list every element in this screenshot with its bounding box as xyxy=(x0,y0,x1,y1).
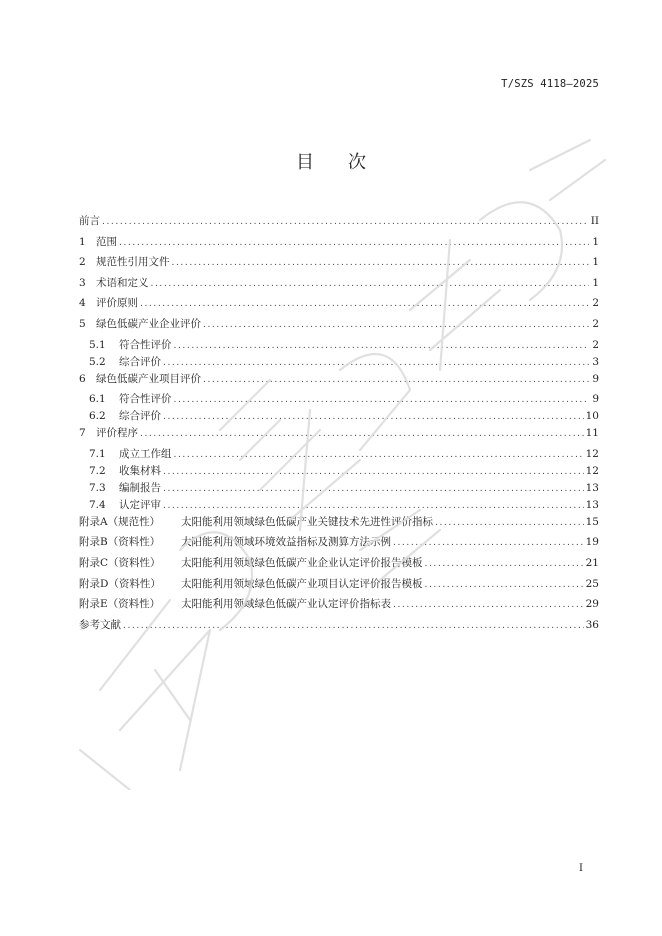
toc-entry-page: 3 xyxy=(592,355,599,368)
toc-dot-leader xyxy=(163,501,584,511)
toc-title-left: 目 xyxy=(296,152,314,173)
toc-entry-page: 25 xyxy=(585,577,599,590)
toc-entry-number: 2 xyxy=(79,256,86,269)
toc-entry[interactable] xyxy=(79,555,599,576)
table-of-contents xyxy=(79,213,599,637)
toc-entry[interactable] xyxy=(79,463,599,480)
toc-entry-page: II xyxy=(590,215,599,227)
toc-entry[interactable] xyxy=(79,213,599,234)
toc-entry[interactable] xyxy=(79,391,599,408)
toc-dot-leader xyxy=(163,484,584,494)
toc-dot-leader xyxy=(119,238,589,248)
toc-entry-number: 6.1 xyxy=(89,393,106,406)
toc-entry-label: 太阳能利用领域环境效益指标及测算方法示例 xyxy=(181,536,391,549)
toc-entry[interactable] xyxy=(79,354,599,371)
toc-dot-leader xyxy=(140,429,584,439)
toc-dot-leader xyxy=(163,412,584,422)
toc-entry-page: 2 xyxy=(592,317,599,330)
toc-entry-label: 评价原则 xyxy=(96,297,138,310)
toc-entry-label: 成立工作组 xyxy=(119,447,172,460)
toc-entry-page: 2 xyxy=(592,297,599,310)
toc-dot-leader xyxy=(163,358,589,368)
toc-dot-leader xyxy=(151,279,590,289)
toc-entry-label: 综合评价 xyxy=(119,355,161,368)
toc-dot-leader xyxy=(174,395,590,405)
toc-entry[interactable] xyxy=(79,371,599,392)
toc-entry-page: 12 xyxy=(585,464,599,477)
toc-entry-page: 9 xyxy=(592,393,599,406)
toc-entry-label: 太阳能利用领域绿色低碳产业认定评价指标表 xyxy=(181,598,391,611)
toc-entry-number: 1 xyxy=(79,235,86,248)
toc-entry-label: 认定评审 xyxy=(119,498,161,511)
toc-entry[interactable] xyxy=(79,337,599,354)
toc-dot-leader xyxy=(174,450,584,460)
toc-entry-label: 太阳能利用领域绿色低碳产业项目认定评价报告模板 xyxy=(181,577,423,590)
toc-entry-annex: 附录A（规范性） xyxy=(79,515,161,528)
toc-entry-page: 36 xyxy=(585,618,599,631)
toc-entry-label: 太阳能利用领域绿色低碳产业关键技术先进性评价指标 xyxy=(181,515,433,528)
toc-entry-page: 2 xyxy=(592,338,599,351)
toc-entry-number: 7.1 xyxy=(89,447,106,460)
toc-entry-label: 参考文献 xyxy=(79,618,121,631)
toc-entry-number: 5.1 xyxy=(89,338,106,351)
toc-entry-annex: 附录C（资料性） xyxy=(79,556,161,569)
toc-entry-label: 符合性评价 xyxy=(119,393,172,406)
toc-dot-leader xyxy=(203,320,589,330)
toc-dot-leader xyxy=(425,559,584,569)
toc-dot-leader xyxy=(140,299,589,309)
toc-dot-leader xyxy=(203,375,589,385)
toc-entry[interactable] xyxy=(79,275,599,296)
toc-entry-number: 7.3 xyxy=(89,481,106,494)
toc-entry-number: 5 xyxy=(79,317,86,330)
toc-entry-page: 1 xyxy=(592,276,599,289)
toc-dot-leader xyxy=(102,217,589,227)
toc-entry-page: 9 xyxy=(592,372,599,385)
toc-entry-number: 7.2 xyxy=(89,464,106,477)
toc-entry[interactable] xyxy=(79,534,599,555)
toc-entry-page: 21 xyxy=(585,556,599,569)
toc-entry-number: 7.4 xyxy=(89,498,106,511)
toc-entry[interactable] xyxy=(79,408,599,425)
standard-code: T/SZS 4118—2025 xyxy=(501,78,599,90)
toc-entry-page: 1 xyxy=(592,256,599,269)
toc-entry-page: 15 xyxy=(585,515,599,528)
toc-entry-annex: 附录B（资料性） xyxy=(79,536,161,549)
toc-entry[interactable] xyxy=(79,425,599,446)
toc-entry-label: 太阳能利用领域绿色低碳产业企业认定评价报告模板 xyxy=(181,556,423,569)
toc-title-right: 次 xyxy=(348,152,366,173)
toc-entry[interactable] xyxy=(79,497,599,514)
toc-entry-number: 4 xyxy=(79,297,86,310)
toc-entry-page: 19 xyxy=(585,536,599,549)
toc-entry-label: 范围 xyxy=(96,235,117,248)
toc-entry-number: 5.2 xyxy=(89,355,106,368)
toc-entry-label: 收集材料 xyxy=(119,464,161,477)
toc-entry-page: 13 xyxy=(585,498,599,511)
toc-entry[interactable] xyxy=(79,514,599,535)
toc-entry-page: 29 xyxy=(585,598,599,611)
toc-entry[interactable] xyxy=(79,596,599,617)
toc-entry-number: 6 xyxy=(79,372,86,385)
toc-entry-page: 1 xyxy=(592,235,599,248)
toc-entry-label: 绿色低碳产业项目评价 xyxy=(96,372,201,385)
toc-entry[interactable] xyxy=(79,576,599,597)
toc-dot-leader xyxy=(393,600,584,610)
toc-dot-leader xyxy=(393,538,584,548)
page-number: I xyxy=(579,863,583,874)
toc-entry[interactable] xyxy=(79,295,599,316)
toc-entry[interactable] xyxy=(79,234,599,255)
toc-dot-leader xyxy=(163,467,584,477)
toc-entry-label: 前言 xyxy=(79,215,100,227)
toc-dot-leader xyxy=(435,518,584,528)
toc-entry-label: 绿色低碳产业企业评价 xyxy=(96,317,201,330)
toc-entry-label: 术语和定义 xyxy=(96,276,149,289)
toc-title xyxy=(0,148,662,174)
toc-entry-label: 综合评价 xyxy=(119,410,161,423)
toc-entry-number: 7 xyxy=(79,427,86,440)
toc-dot-leader xyxy=(174,341,590,351)
toc-entry-label: 规范性引用文件 xyxy=(96,256,170,269)
toc-entry[interactable] xyxy=(79,446,599,463)
toc-entry-page: 13 xyxy=(585,481,599,494)
toc-dot-leader xyxy=(123,621,584,631)
toc-entry-label: 评价程序 xyxy=(96,427,138,440)
toc-entry-number: 3 xyxy=(79,276,86,289)
toc-entry-annex: 附录D（资料性） xyxy=(79,577,161,590)
toc-entry-label: 编制报告 xyxy=(119,481,161,494)
toc-entry[interactable] xyxy=(79,254,599,275)
toc-entry-page: 12 xyxy=(585,447,599,460)
toc-entry-number: 6.2 xyxy=(89,410,106,423)
toc-entry-page: 10 xyxy=(585,410,599,423)
toc-entry[interactable] xyxy=(79,617,599,638)
toc-entry-annex: 附录E（资料性） xyxy=(79,598,161,611)
toc-entry-page: 11 xyxy=(585,427,599,440)
toc-dot-leader xyxy=(172,258,590,268)
toc-entry[interactable] xyxy=(79,316,599,337)
toc-dot-leader xyxy=(425,580,584,590)
toc-entry-label: 符合性评价 xyxy=(119,338,172,351)
toc-entry[interactable] xyxy=(79,480,599,497)
